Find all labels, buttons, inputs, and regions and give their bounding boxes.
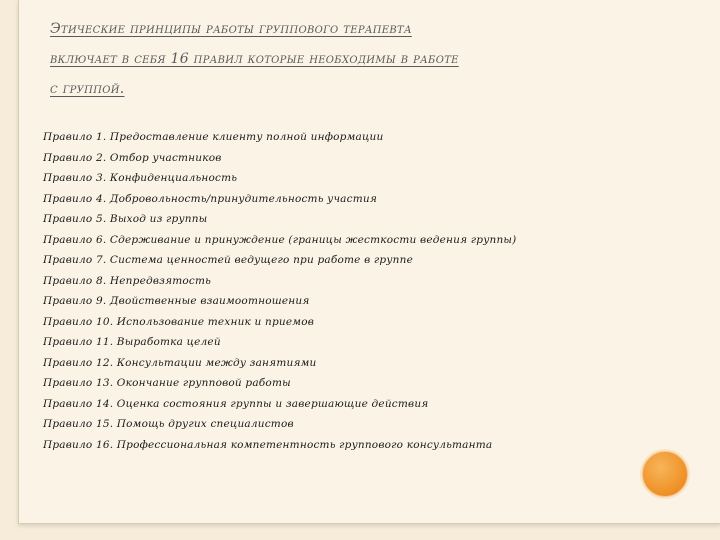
list-item: Правило 15. Помощь других специалистов [43, 418, 294, 430]
list-item: Правило 8. Непредвзятость [43, 274, 212, 287]
list-item: Правило 12. Консультации между занятиями [43, 356, 317, 369]
list-item: Правило 5. Выход из группы [43, 213, 208, 225]
list-item: Правило 14. Оценка состояния группы и завершающие действия [43, 397, 429, 410]
list-item: Правило 16. Профессиональная компетентность группового консультанта [43, 438, 493, 451]
title-line-1: Этические принципы работы группового терапевта [50, 21, 412, 37]
decorative-circle-icon [642, 451, 688, 497]
list-item: Правило 7. Система ценностей ведущего при работе в группе [43, 254, 413, 266]
list-item: Правило 10. Использование техник и приемов [43, 315, 315, 328]
page-title [50, 14, 660, 104]
list-item: Правило 6. Сдерживание и принуждение (границы жесткости ведения группы) [43, 233, 517, 246]
list-item: Правило 4. Добровольность/принудительность участия [43, 192, 377, 205]
title-line-3: с группой. [50, 81, 125, 97]
list-item: Правило 1. Предоставление клиенту полной информации [43, 131, 384, 143]
list-item: Правило 13. Окончание групповой работы [43, 377, 291, 389]
list-item: Правило 11. Выработка целей [43, 336, 221, 348]
list-item: Правило 3. Конфиденциальность [43, 172, 238, 184]
list-item: Правило 2. Отбор участников [43, 151, 222, 164]
list-item: Правило 9. Двойственные взаимоотношения [43, 295, 310, 307]
rules-list [43, 127, 693, 455]
title-line-2: включает в себя 16 правил которые необходимы в работе [50, 51, 459, 67]
